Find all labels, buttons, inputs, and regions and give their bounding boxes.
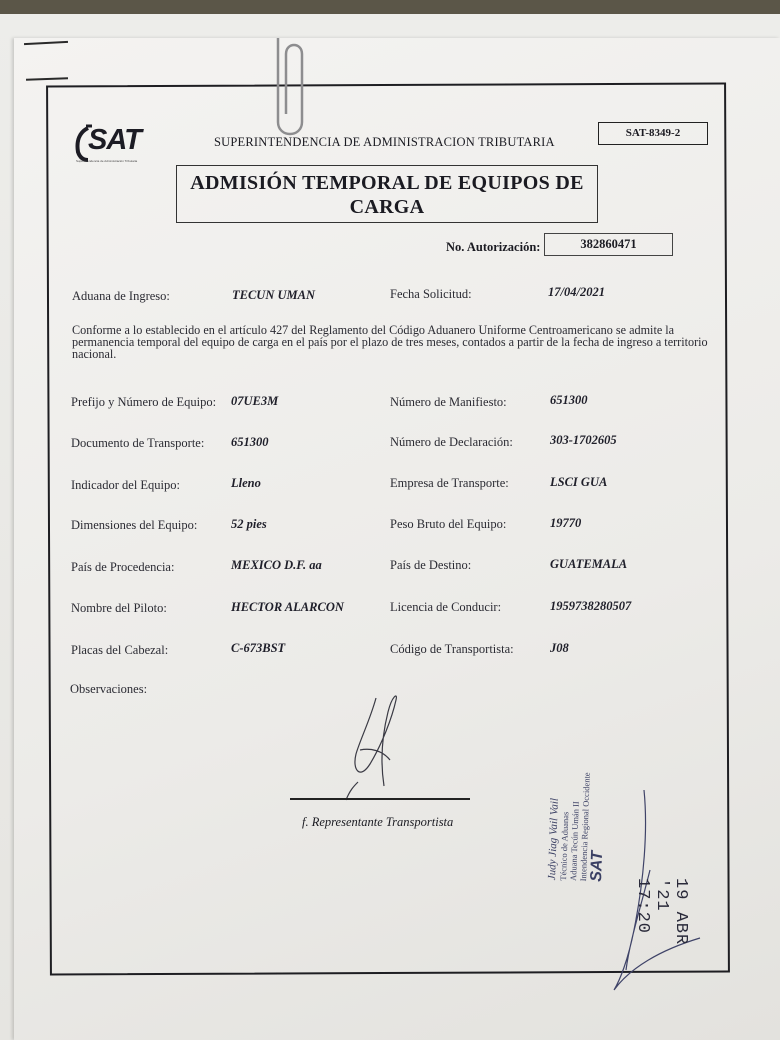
signature-scribble-icon: [330, 690, 420, 810]
field-label: País de Destino:: [390, 558, 472, 572]
stamp-line-2: Técnico de Aduanas: [557, 811, 571, 881]
field-label: Dimensiones del Equipo:: [71, 518, 198, 532]
form-code: SAT-8349-2: [598, 122, 708, 145]
form-title: [176, 165, 598, 223]
field-label: Empresa de Transporte:: [390, 476, 509, 490]
legal-paragraph: Conforme a lo establecido en el artículo 427 del Reglamento del Código Aduanero Uniforme Centroamericano se admite la permanencia temporal del equipo de carga en el país por el plazo de tres meses, contados a partir de la fecha de ingreso a territorio nacional.: [72, 323, 708, 361]
logo-text: SAT: [88, 124, 141, 156]
field-label: Número de Manifiesto:: [390, 395, 507, 409]
paper-clip-icon: [268, 34, 308, 144]
field-value: 651300: [550, 393, 588, 407]
title-line-2: CARGA: [349, 196, 425, 218]
request-date-value: 17/04/2021: [548, 285, 605, 299]
sat-logo: [74, 124, 158, 170]
field-label: País de Procedencia:: [71, 560, 175, 574]
field-value: C-673BST: [231, 641, 286, 655]
title-line-1: ADMISIÓN TEMPORAL DE EQUIPOS DE: [190, 172, 584, 194]
field-value: LSCI GUA: [550, 475, 608, 489]
field-value: 07UE3M: [231, 394, 279, 408]
logo-subtitle: Superintendencia de Administración Tributaria: [76, 159, 138, 163]
request-date-label: Fecha Solicitud:: [390, 287, 472, 301]
field-label: Licencia de Conducir:: [390, 600, 502, 614]
field-label: Número de Declaración:: [390, 435, 513, 449]
stamp-line-3: Aduana Tecún Umán II: [567, 801, 581, 882]
field-value: 1959738280507: [550, 599, 632, 613]
observations-label: Observaciones:: [70, 682, 148, 696]
field-value: 651300: [231, 435, 269, 449]
signature-line: [290, 798, 470, 800]
agency-name: SUPERINTENDENCIA DE ADMINISTRACION TRIBUTARIA: [214, 135, 555, 149]
stamp-line-1: Judy Jiag Vail Vail: [546, 797, 561, 881]
field-value: GUATEMALA: [550, 557, 628, 571]
field-label: Indicador del Equipo:: [71, 478, 180, 492]
customs-office-label: Aduana de Ingreso:: [72, 289, 170, 303]
field-value: 303-1702605: [550, 433, 617, 447]
field-value: MEXICO D.F. aa: [231, 558, 322, 572]
signature-caption: f. Representante Transportista: [302, 815, 454, 829]
field-value: Lleno: [231, 476, 261, 490]
stamp-line-4: Intendencia Regional Occidente: [577, 772, 592, 882]
stamp-date: 19 ABR '21 17:20: [633, 878, 690, 946]
table-surface: [0, 0, 780, 14]
field-value: HECTOR ALARCON: [231, 600, 344, 614]
field-label: Documento de Transporte:: [71, 436, 205, 450]
field-value: J08: [550, 641, 569, 655]
field-label: Peso Bruto del Equipo:: [390, 517, 507, 531]
authorization-number: 382860471: [544, 233, 673, 256]
field-value: 19770: [550, 516, 582, 530]
authorization-label: No. Autorización:: [446, 240, 541, 254]
field-label: Placas del Cabezal:: [71, 643, 169, 657]
field-value: 52 pies: [231, 517, 267, 531]
stamp-logo: SAT: [587, 850, 607, 883]
field-label: Código de Transportista:: [390, 642, 514, 656]
field-label: Prefijo y Número de Equipo:: [71, 395, 217, 409]
field-label: Nombre del Piloto:: [71, 601, 167, 615]
customs-office-value: TECUN UMAN: [232, 288, 315, 302]
